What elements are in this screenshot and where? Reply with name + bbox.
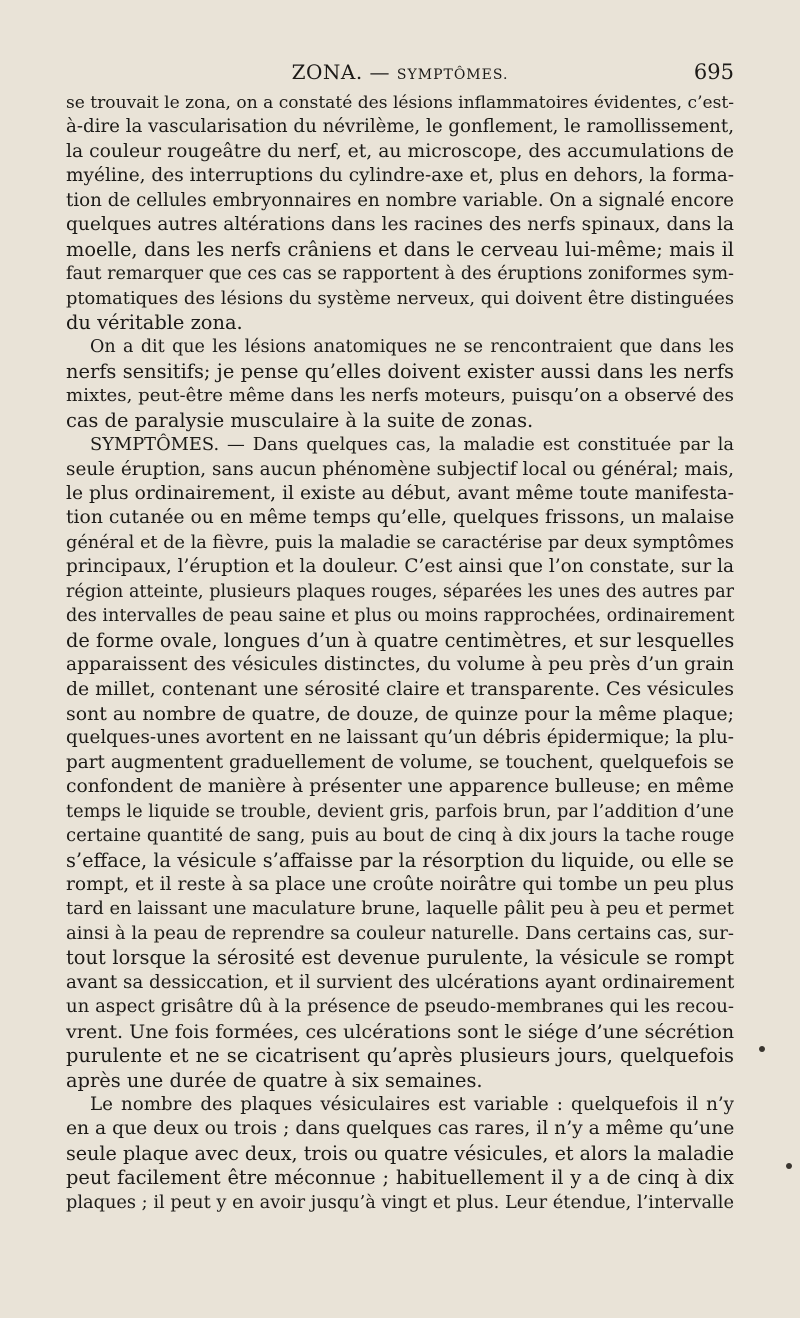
text-line: principaux, l’éruption et la douleur. C’est ainsi que l’on constate, sur la <box>66 556 734 578</box>
text-line: purulente et ne se cicatrisent qu’après plusieurs jours, quelquefois <box>66 1044 734 1068</box>
text-line: avant sa dessiccation, et il survient des ulcérations ayant ordinairement <box>66 971 735 993</box>
text-line: la couleur rougeâtre du nerf, et, au microscope, des accumulations de <box>66 140 734 162</box>
margin-dot <box>759 1046 765 1052</box>
running-header <box>66 58 734 88</box>
text-line: se trouvait le zona, on a constaté des lésions inflammatoires évidentes, c’est- <box>66 93 734 113</box>
text-line: quelques-unes avortent en ne laissant qu’un débris épidermique; la plu- <box>66 727 734 749</box>
margin-dot <box>786 1163 792 1169</box>
text-line: tion de cellules embryonnaires en nombre variable. On a signalé encore <box>66 189 734 211</box>
page-number: 695 <box>693 60 734 84</box>
text-line: apparaissent des vésicules distinctes, du volume à peu près d’un grain <box>66 654 734 676</box>
running-title-section: SYMPTÔMES. <box>396 67 509 83</box>
text-line: ptomatiques des lésions du système nerveux, qui doivent être distinguées <box>66 287 734 309</box>
text-line: myéline, des interruptions du cylindre-axe et, plus en dehors, la forma- <box>66 165 734 187</box>
text-line: à-dire la vascularisation du névrilème, le gonflement, le ramollissement, <box>66 116 734 138</box>
text-line: du véritable zona. <box>66 310 243 334</box>
text-line: On a dit que les lésions anatomiques ne se rencontraient que dans les <box>90 337 734 358</box>
text-line: tard en laissant une maculature brune, laquelle pâlit peu à peu et permet <box>66 898 734 920</box>
text-line: plaques ; il peut y en avoir jusqu’à vingt et plus. Leur étendue, l’intervalle <box>66 1192 734 1213</box>
body-text <box>66 91 734 1215</box>
text-line: peut facilement être méconnue ; habituellement il y a de cinq à dix <box>66 1166 734 1190</box>
text-line: un aspect grisâtre dû à la présence de pseudo-membranes qui les recou- <box>66 996 734 1018</box>
text-line: temps le liquide se trouble, devient gris, parfois brun, par l’addition d’une <box>66 801 735 822</box>
text-line: en a que deux ou trois ; dans quelques cas rares, il n’y a même qu’une <box>66 1118 735 1140</box>
text-line: moelle, dans les nerfs crâniens et dans le cerveau lui-même; mais il <box>66 237 734 261</box>
text-line: après une durée de quatre à six semaines. <box>66 1068 483 1092</box>
text-line: certaine quantité de sang, puis au bout de cinq à dix jours la tache rouge <box>66 825 735 847</box>
text-line: cas de paralysie musculaire à la suite de zonas. <box>66 408 534 432</box>
text-line: de forme ovale, longues d’un à quatre centimètres, et sur lesquelles <box>66 628 735 652</box>
text-line: région atteinte, plusieurs plaques rouges, séparées les unes des autres par <box>66 581 734 602</box>
text-line: le plus ordinairement, il existe au début, avant même toute manifesta- <box>66 483 734 504</box>
text-line: s’efface, la vésicule s’affaisse par la résorption du liquide, ou elle se <box>66 848 734 872</box>
text-line: SYMPTÔMES. — Dans quelques cas, la maladie est constituée par la <box>90 434 734 456</box>
running-title-main: ZONA. — <box>291 60 391 84</box>
running-title <box>66 60 734 84</box>
text-line: des intervalles de peau saine et plus ou moins rapprochées, ordinairement <box>66 606 735 627</box>
text-line: tout lorsque la sérosité est devenue purulente, la vésicule se rompt <box>66 946 734 970</box>
text-line: seule plaque avec deux, trois ou quatre vésicules, et alors la maladie <box>66 1141 734 1165</box>
text-line: part augmentent graduellement de volume, se touchent, quelquefois se <box>66 751 734 773</box>
text-line: faut remarquer que ces cas se rapportent à des éruptions zoniformes sym- <box>66 264 734 285</box>
text-line: nerfs sensitifs; je pense qu’elles doivent exister aussi dans les nerfs <box>66 359 734 383</box>
text-line: sont au nombre de quatre, de douze, de quinze pour la même plaque; <box>66 702 734 725</box>
text-line: vrent. Une fois formées, ces ulcérations sont le siége d’une sécrétion <box>66 1020 735 1043</box>
text-line: tion cutanée ou en même temps qu’elle, quelques frissons, un malaise <box>66 507 735 529</box>
text-line: quelques autres altérations dans les racines des nerfs spinaux, dans la <box>66 214 735 236</box>
text-line: seule éruption, sans aucun phénomène subjectif local ou général; mais, <box>66 458 734 480</box>
text-line: ainsi à la peau de reprendre sa couleur naturelle. Dans certains cas, sur- <box>66 922 734 944</box>
text-line: Le nombre des plaques vésiculaires est variable : quelquefois il n’y <box>90 1093 734 1115</box>
text-line: général et de la fièvre, puis la maladie se caractérise par deux symptômes <box>66 532 734 553</box>
text-line: de millet, contenant une sérosité claire et transparente. Ces vésicules <box>66 678 734 700</box>
text-line: confondent de manière à présenter une apparence bulleuse; en même <box>66 776 734 798</box>
text-line: mixtes, peut-être même dans les nerfs moteurs, puisqu’on a observé des <box>66 385 734 407</box>
text-line: rompt, et il reste à sa place une croûte noirâtre qui tombe un peu plus <box>66 874 734 895</box>
